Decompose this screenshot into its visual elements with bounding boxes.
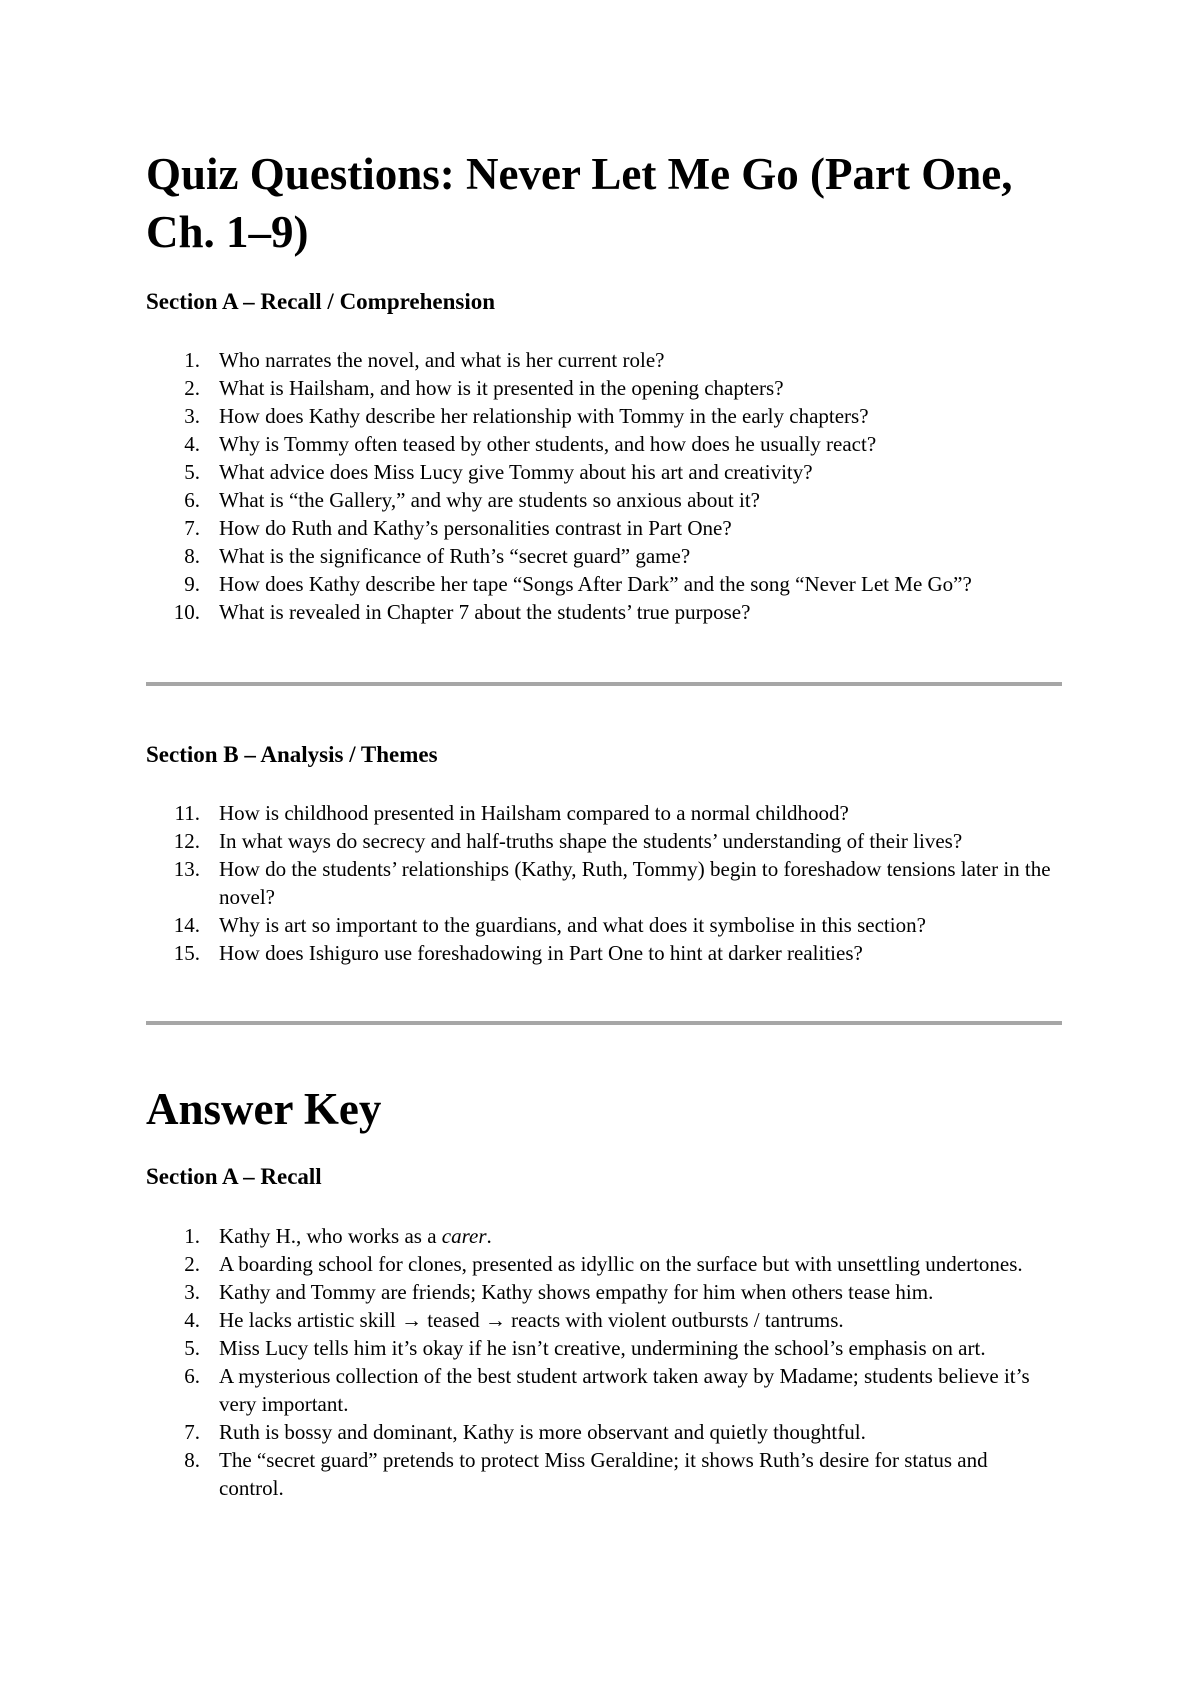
question-text: What is Hailsham, and how is it presented in the opening chapters? bbox=[219, 376, 784, 400]
answer-item bbox=[146, 1334, 1056, 1362]
question-item bbox=[146, 430, 1066, 458]
answer-number: 1. bbox=[184, 1224, 200, 1248]
answer-item bbox=[146, 1222, 1056, 1250]
answer-number: 6. bbox=[184, 1364, 200, 1388]
question-text: How do Ruth and Kathy’s personalities contrast in Part One? bbox=[219, 516, 732, 540]
answer-item bbox=[146, 1446, 1056, 1502]
question-text: How does Ishiguro use foreshadowing in Part One to hint at darker realities? bbox=[219, 941, 863, 965]
section-divider bbox=[146, 1021, 1062, 1025]
answer-text: A boarding school for clones, presented as idyllic on the surface but with unsettling undertones. bbox=[219, 1252, 1023, 1276]
question-number: 7. bbox=[184, 516, 200, 540]
answer-text: The “secret guard” pretends to protect Miss Geraldine; it shows Ruth’s desire for status and control. bbox=[219, 1448, 988, 1500]
answer-number: 3. bbox=[184, 1280, 200, 1304]
question-text: In what ways do secrecy and half-truths shape the students’ understanding of their lives? bbox=[219, 829, 963, 853]
page-title: Quiz Questions: Never Let Me Go (Part One, Ch. 1–9) bbox=[146, 149, 1013, 257]
question-number: 13. bbox=[173, 857, 200, 881]
answer-item bbox=[146, 1418, 1056, 1446]
question-number: 6. bbox=[184, 488, 200, 512]
section-a-question-list bbox=[146, 346, 1066, 626]
section-a-heading: Section A – Recall / Comprehension bbox=[146, 289, 496, 314]
question-item bbox=[146, 402, 1066, 430]
question-item bbox=[146, 514, 1066, 542]
question-number: 12. bbox=[173, 829, 200, 853]
question-number: 15. bbox=[173, 941, 200, 965]
section-divider bbox=[146, 682, 1062, 686]
question-item bbox=[146, 598, 1066, 626]
question-item bbox=[146, 939, 1066, 967]
question-text: Why is art so important to the guardians, and what does it symbolise in this section? bbox=[219, 913, 926, 937]
question-text: How is childhood presented in Hailsham compared to a normal childhood? bbox=[219, 801, 849, 825]
answer-number: 2. bbox=[184, 1252, 200, 1276]
answer-item bbox=[146, 1278, 1056, 1306]
question-item bbox=[146, 827, 1066, 855]
answer-item bbox=[146, 1250, 1056, 1278]
question-text: What advice does Miss Lucy give Tommy about his art and creativity? bbox=[219, 460, 813, 484]
answer-item bbox=[146, 1306, 1056, 1334]
answer-text: He lacks artistic skill → teased → reacts with violent outbursts / tantrums. bbox=[219, 1308, 844, 1332]
section-b-question-list bbox=[146, 799, 1066, 967]
question-number: 14. bbox=[173, 913, 200, 937]
answer-key-title: Answer Key bbox=[146, 1084, 382, 1134]
question-number: 8. bbox=[184, 544, 200, 568]
question-item bbox=[146, 458, 1066, 486]
answer-text-end: . bbox=[486, 1224, 492, 1248]
section-b-heading: Section B – Analysis / Themes bbox=[146, 742, 438, 767]
answer-text: Kathy and Tommy are friends; Kathy shows empathy for him when others tease him. bbox=[219, 1280, 934, 1304]
question-number: 5. bbox=[184, 460, 200, 484]
question-number: 3. bbox=[184, 404, 200, 428]
question-text: Who narrates the novel, and what is her current role? bbox=[219, 348, 665, 372]
question-item bbox=[146, 486, 1066, 514]
question-text: What is the significance of Ruth’s “secret guard” game? bbox=[219, 544, 691, 568]
answer-text: Miss Lucy tells him it’s okay if he isn’t creative, undermining the school’s emphasis on art. bbox=[219, 1336, 986, 1360]
question-number: 11. bbox=[174, 801, 200, 825]
question-number: 1. bbox=[184, 348, 200, 372]
question-number: 10. bbox=[173, 600, 200, 624]
answer-number: 5. bbox=[184, 1336, 200, 1360]
answer-text: Kathy H., who works as a bbox=[219, 1224, 442, 1248]
question-text: How does Kathy describe her tape “Songs After Dark” and the song “Never Let Me Go”? bbox=[219, 572, 972, 596]
question-text: How do the students’ relationships (Kathy, Ruth, Tommy) begin to foreshadow tensions later in the novel? bbox=[219, 857, 1051, 909]
answer-emphasis: carer bbox=[441, 1224, 487, 1248]
answer-section-a-heading: Section A – Recall bbox=[146, 1164, 322, 1189]
question-text: How does Kathy describe her relationship with Tommy in the early chapters? bbox=[219, 404, 869, 428]
answer-text: Ruth is bossy and dominant, Kathy is more observant and quietly thoughtful. bbox=[219, 1420, 866, 1444]
question-item bbox=[146, 570, 1066, 598]
question-number: 2. bbox=[184, 376, 200, 400]
question-text: What is “the Gallery,” and why are students so anxious about it? bbox=[219, 488, 760, 512]
answer-number: 4. bbox=[184, 1308, 200, 1332]
question-number: 4. bbox=[184, 432, 200, 456]
answer-number: 7. bbox=[184, 1420, 200, 1444]
question-text: What is revealed in Chapter 7 about the students’ true purpose? bbox=[219, 600, 751, 624]
question-item bbox=[146, 542, 1066, 570]
question-item bbox=[146, 374, 1066, 402]
question-item bbox=[146, 911, 1066, 939]
answer-list bbox=[146, 1222, 1056, 1502]
question-number: 9. bbox=[184, 572, 200, 596]
answer-item bbox=[146, 1362, 1056, 1418]
question-item bbox=[146, 855, 1066, 911]
answer-number: 8. bbox=[184, 1448, 200, 1472]
answer-text: A mysterious collection of the best student artwork taken away by Madame; students believe it’s very important. bbox=[219, 1364, 1030, 1416]
question-item bbox=[146, 799, 1066, 827]
question-item bbox=[146, 346, 1066, 374]
question-text: Why is Tommy often teased by other students, and how does he usually react? bbox=[219, 432, 877, 456]
